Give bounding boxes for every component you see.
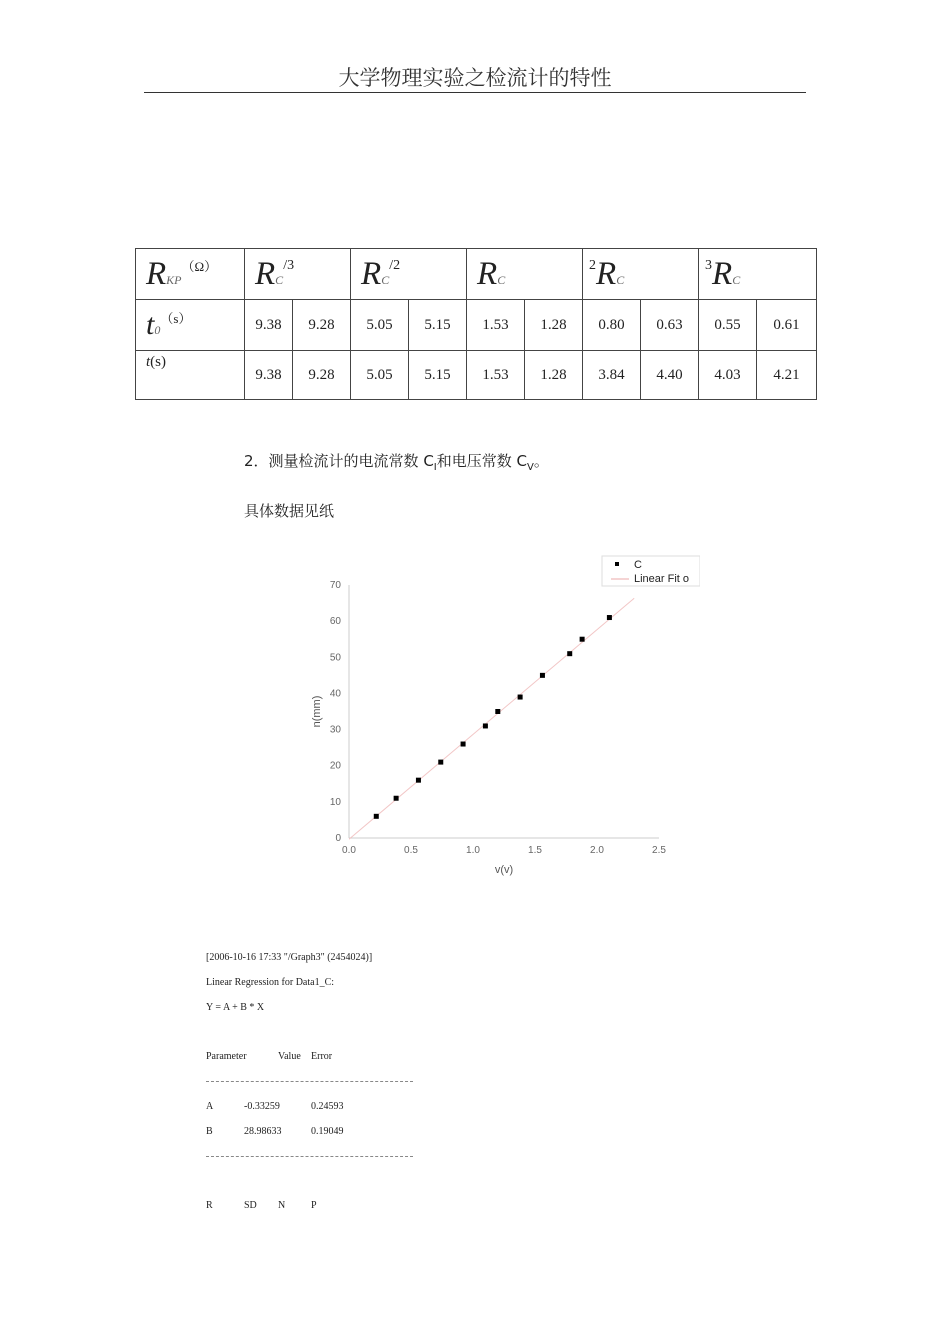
data-point xyxy=(416,778,421,783)
table-cell: 5.15 xyxy=(409,351,467,400)
table-cell: 1.53 xyxy=(467,351,525,400)
y-tick-label: 60 xyxy=(329,616,341,628)
divider xyxy=(206,1156,413,1157)
x-axis-title: v(v) xyxy=(494,864,514,876)
t0-label-cell: t0（s） xyxy=(136,300,245,351)
data-point xyxy=(580,637,585,642)
value-b: 28.98633 xyxy=(244,1126,282,1137)
y-tick-label: 0 xyxy=(335,833,341,844)
regression-equation: Y = A + B * X xyxy=(206,1002,265,1013)
y-tick-label: 70 xyxy=(329,580,341,591)
table-row xyxy=(136,300,817,351)
data-point xyxy=(540,673,545,678)
y-tick-label: 50 xyxy=(329,652,341,664)
x-tick-label: 2.5 xyxy=(652,845,666,856)
linear-fit-line xyxy=(349,598,634,839)
divider xyxy=(206,1081,413,1082)
rc-col-1: RC/3 xyxy=(245,249,351,300)
y-tick-label: 30 xyxy=(329,724,341,736)
stat-p: P xyxy=(311,1200,317,1211)
table-cell: 5.05 xyxy=(351,351,409,400)
table-cell: 4.21 xyxy=(757,351,817,400)
table-cell: 1.28 xyxy=(525,351,583,400)
x-tick-label: 1.5 xyxy=(528,845,542,856)
header-title: 大学物理实验之检流计的特性 xyxy=(338,66,612,90)
y-axis-title: n(mm) xyxy=(311,695,323,728)
tick-labels xyxy=(330,580,667,856)
table-cell: 9.28 xyxy=(293,300,351,351)
page-header xyxy=(144,64,806,93)
y-tick-label: 20 xyxy=(329,760,341,772)
note-text: 具体数据见纸 xyxy=(244,502,335,520)
rc-col-2: RC/2 xyxy=(351,249,467,300)
x-tick-label: 2.0 xyxy=(590,845,604,856)
legend-label-c: C xyxy=(634,559,642,571)
param-b: B xyxy=(206,1126,213,1137)
table-cell: 9.38 xyxy=(245,351,293,400)
data-point xyxy=(567,651,572,656)
rc-col-3: RC xyxy=(467,249,583,300)
x-tick-label: 0.0 xyxy=(342,845,356,856)
rc-col-4: 2RC xyxy=(583,249,699,300)
table-cell: 0.80 xyxy=(583,300,641,351)
table-cell: 4.40 xyxy=(641,351,699,400)
stat-r: R xyxy=(206,1200,213,1211)
data-point xyxy=(518,695,523,700)
regression-title: Linear Regression for Data1_C: xyxy=(206,977,335,988)
table-cell: 0.61 xyxy=(757,300,817,351)
data-point xyxy=(438,760,443,765)
table-cell: 1.53 xyxy=(467,300,525,351)
table-cell: 9.38 xyxy=(245,300,293,351)
y-tick-label: 40 xyxy=(329,688,341,700)
scatter-chart xyxy=(300,550,700,890)
param-header: Parameter xyxy=(206,1051,247,1062)
rkp-label-cell: RKP（Ω） xyxy=(136,249,245,300)
data-point xyxy=(461,742,466,747)
stat-sd: SD xyxy=(244,1200,257,1211)
rc-col-5: 3RC xyxy=(699,249,817,300)
data-point xyxy=(394,796,399,801)
table-cell: 3.84 xyxy=(583,351,641,400)
table-cell: 5.15 xyxy=(409,300,467,351)
stat-n: N xyxy=(278,1200,286,1211)
legend-marker xyxy=(615,562,619,566)
table-cell: 5.05 xyxy=(351,300,409,351)
table-cell: 1.28 xyxy=(525,300,583,351)
data-point xyxy=(483,723,488,728)
section-2-heading: 2．测量检流计的电流常数 $C_I$和电压常数 $C_V$。 xyxy=(244,452,549,473)
data-point xyxy=(495,709,500,714)
table-cell: 9.28 xyxy=(293,351,351,400)
data-point xyxy=(374,814,379,819)
data-point xyxy=(607,615,612,620)
value-header: Value xyxy=(278,1051,301,1062)
t-label-cell: t(s) xyxy=(136,351,245,400)
x-tick-label: 0.5 xyxy=(404,845,418,856)
error-b: 0.19049 xyxy=(311,1126,344,1137)
param-a: A xyxy=(206,1101,214,1112)
y-tick-label: 10 xyxy=(329,796,341,808)
results-table xyxy=(135,248,817,400)
regression-timestamp: [2006-10-16 17:33 "/Graph3" (2454024)] xyxy=(206,952,373,963)
table-header-row xyxy=(136,249,817,300)
table-cell: 4.03 xyxy=(699,351,757,400)
value-a: -0.33259 xyxy=(244,1101,280,1112)
table-cell: 0.55 xyxy=(699,300,757,351)
chart-legend xyxy=(602,556,700,586)
fit-line-group xyxy=(349,598,634,839)
table-row xyxy=(136,351,817,400)
table-cell: 0.63 xyxy=(641,300,699,351)
error-a: 0.24593 xyxy=(311,1101,344,1112)
x-tick-label: 1.0 xyxy=(466,845,480,856)
error-header: Error xyxy=(311,1051,333,1062)
legend-label-fit: Linear Fit o xyxy=(634,573,690,585)
